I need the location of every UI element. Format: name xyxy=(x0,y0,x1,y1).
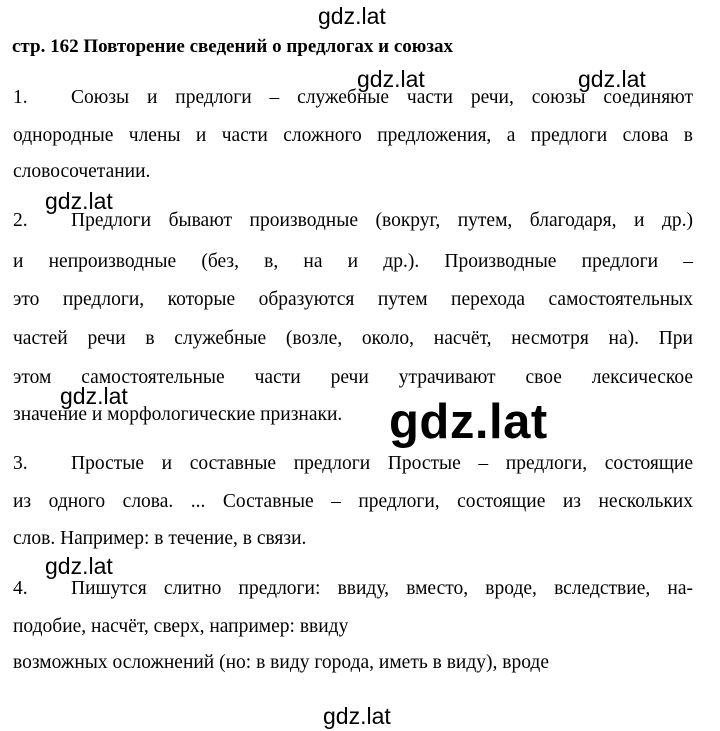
item-text: Предлоги бывают производные (вокруг, путем, благодаря, и др.) xyxy=(71,210,693,231)
item-1-line-2: однородные члены и части сложного предложения, а предлоги слова в xyxy=(13,125,693,146)
item-3-line-3: слов. Например: в течение, в связи. xyxy=(13,528,307,549)
item-1-line-3: словосочетании. xyxy=(13,161,151,182)
watermark-4: gdz.lat xyxy=(60,383,128,409)
item-3-line-1 xyxy=(13,452,693,476)
item-number: 2. xyxy=(13,210,28,231)
item-2-line-3: это предлоги, которые образуются путем перехода самостоятельных xyxy=(13,289,693,310)
item-3-line-2: из одного слова. ... Составные – предлоги, состоящие из нескольких xyxy=(13,491,693,512)
item-2-line-5: этом самостоятельные части речи утрачивают свое лексическое xyxy=(13,367,693,388)
watermark-5: gdz.lat xyxy=(45,553,113,579)
item-4-line-2: подобие, насчёт, сверх, например: ввиду xyxy=(13,616,349,637)
item-text: Союзы и предлоги – служебные части речи, союзы соединяют xyxy=(71,87,693,108)
watermark-large: gdz.lat xyxy=(389,395,548,449)
watermark-2: gdz.lat xyxy=(578,66,646,92)
watermark-3: gdz.lat xyxy=(45,188,113,214)
item-2-line-4: частей речи в служебные (возле, около, насчёт, несмотря на). При xyxy=(13,328,693,349)
watermark-1: gdz.lat xyxy=(357,66,425,92)
item-2-line-6: значение и морфологические признаки. xyxy=(13,404,343,425)
item-text: Простые и составные предлоги Простые – предлоги, состоящие xyxy=(71,453,693,474)
item-number: 1. xyxy=(13,87,28,108)
page-title: стр. 162 Повторение сведений о предлогах и союзах xyxy=(12,36,453,57)
item-2-line-2: и непроизводные (без, в, на и др.). Производные предлоги – xyxy=(13,251,693,272)
watermark-top: gdz.lat xyxy=(318,3,386,29)
item-4-line-3: возможных осложнений (но: в виду города, иметь в виду), вроде xyxy=(13,652,549,673)
watermark-bottom: gdz.lat xyxy=(323,703,391,729)
item-number: 4. xyxy=(13,578,28,599)
item-text: Пишутся слитно предлоги: ввиду, вместо, вроде, вследствие, на- xyxy=(71,578,693,599)
item-2-line-1 xyxy=(13,209,693,233)
item-4-line-1 xyxy=(13,577,693,601)
item-number: 3. xyxy=(13,453,28,474)
